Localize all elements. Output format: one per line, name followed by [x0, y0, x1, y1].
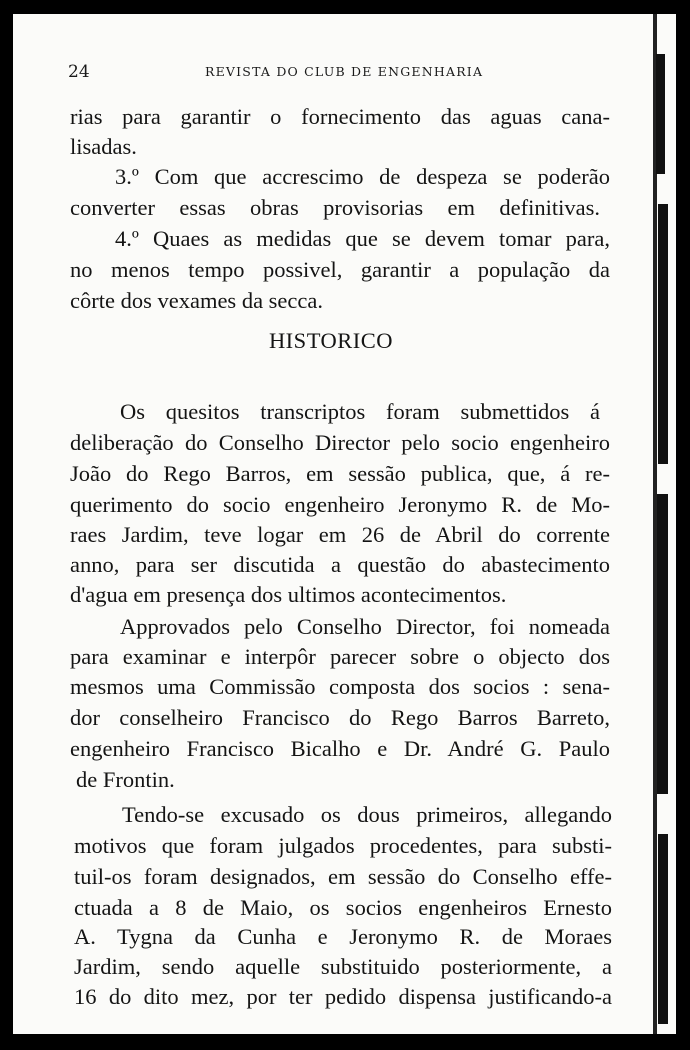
text-line: Jardim, sendo aquelle substituido posteriormente, a [74, 954, 612, 979]
text-line: motivos que foram julgados procedentes, para substi- [74, 833, 612, 858]
text-line: Approvados pelo Conselho Director, foi nomeada [120, 614, 610, 639]
page-header [13, 60, 649, 86]
text-line: dor conselheiro Francisco do Rego Barros Barreto, [70, 705, 610, 730]
text-line: raes Jardim, teve logar em 26 de Abril do corrente [70, 522, 610, 547]
edge-shadow [658, 834, 668, 1024]
edge-shadow [657, 494, 668, 794]
edge-shadow [658, 204, 668, 464]
text-line: Tendo-se excusado os dous primeiros, allegando [122, 802, 612, 827]
text-line: A. Tygna da Cunha e Jeronymo R. de Moraes [74, 924, 612, 949]
section-title: HISTORICO [268, 328, 394, 353]
text-line: mesmos uma Commissão composta dos socios : sena- [70, 674, 610, 699]
text-line: 16 do dito mez, por ter pedido dispensa justificando-a [74, 984, 612, 1009]
scanned-page-edge [649, 14, 676, 1034]
text-line: converter essas obras provisorias em definitivas. [70, 195, 600, 220]
text-line: deliberação do Conselho Director pelo socio engenheiro [70, 430, 610, 455]
text-line: anno, para ser discutida a questão do abastecimento [70, 552, 610, 577]
text-line: rias para garantir o fornecimento das aguas cana- [70, 104, 610, 129]
text-line: Os quesitos transcriptos foram submettidos á [120, 399, 600, 424]
text-line: d'agua em presença dos ultimos acontecimentos. [70, 582, 507, 607]
text-line: ctuada a 8 de Maio, os socios engenheiros Ernesto [74, 895, 612, 920]
text-line: côrte dos vexames da secca. [70, 288, 324, 313]
text-line: querimento do socio engenheiro Jeronymo R. de Mo- [70, 492, 610, 517]
running-title: REVISTA DO CLUB DE ENGENHARIA [205, 64, 484, 79]
text-line: João do Rego Barros, em sessão publica, que, á re- [70, 461, 610, 486]
text-line: lisadas. [70, 134, 137, 159]
text-line: tuil-os foram designados, em sessão do Conselho effe- [74, 864, 612, 889]
edge-shadow [656, 54, 665, 174]
text-line: 3.º Com que accrescimo de despeza se poderão [115, 164, 610, 189]
text-line: no menos tempo possivel, garantir a população da [70, 257, 610, 282]
page-number: 24 [68, 62, 90, 82]
book-page [13, 14, 649, 1034]
text-line: engenheiro Francisco Bicalho e Dr. André G. Paulo [70, 736, 610, 761]
text-line: 4.º Quaes as medidas que se devem tomar para, [115, 226, 610, 251]
text-line: de Frontin. [76, 767, 175, 792]
text-line: para examinar e interpôr parecer sobre o objecto dos [70, 644, 610, 669]
